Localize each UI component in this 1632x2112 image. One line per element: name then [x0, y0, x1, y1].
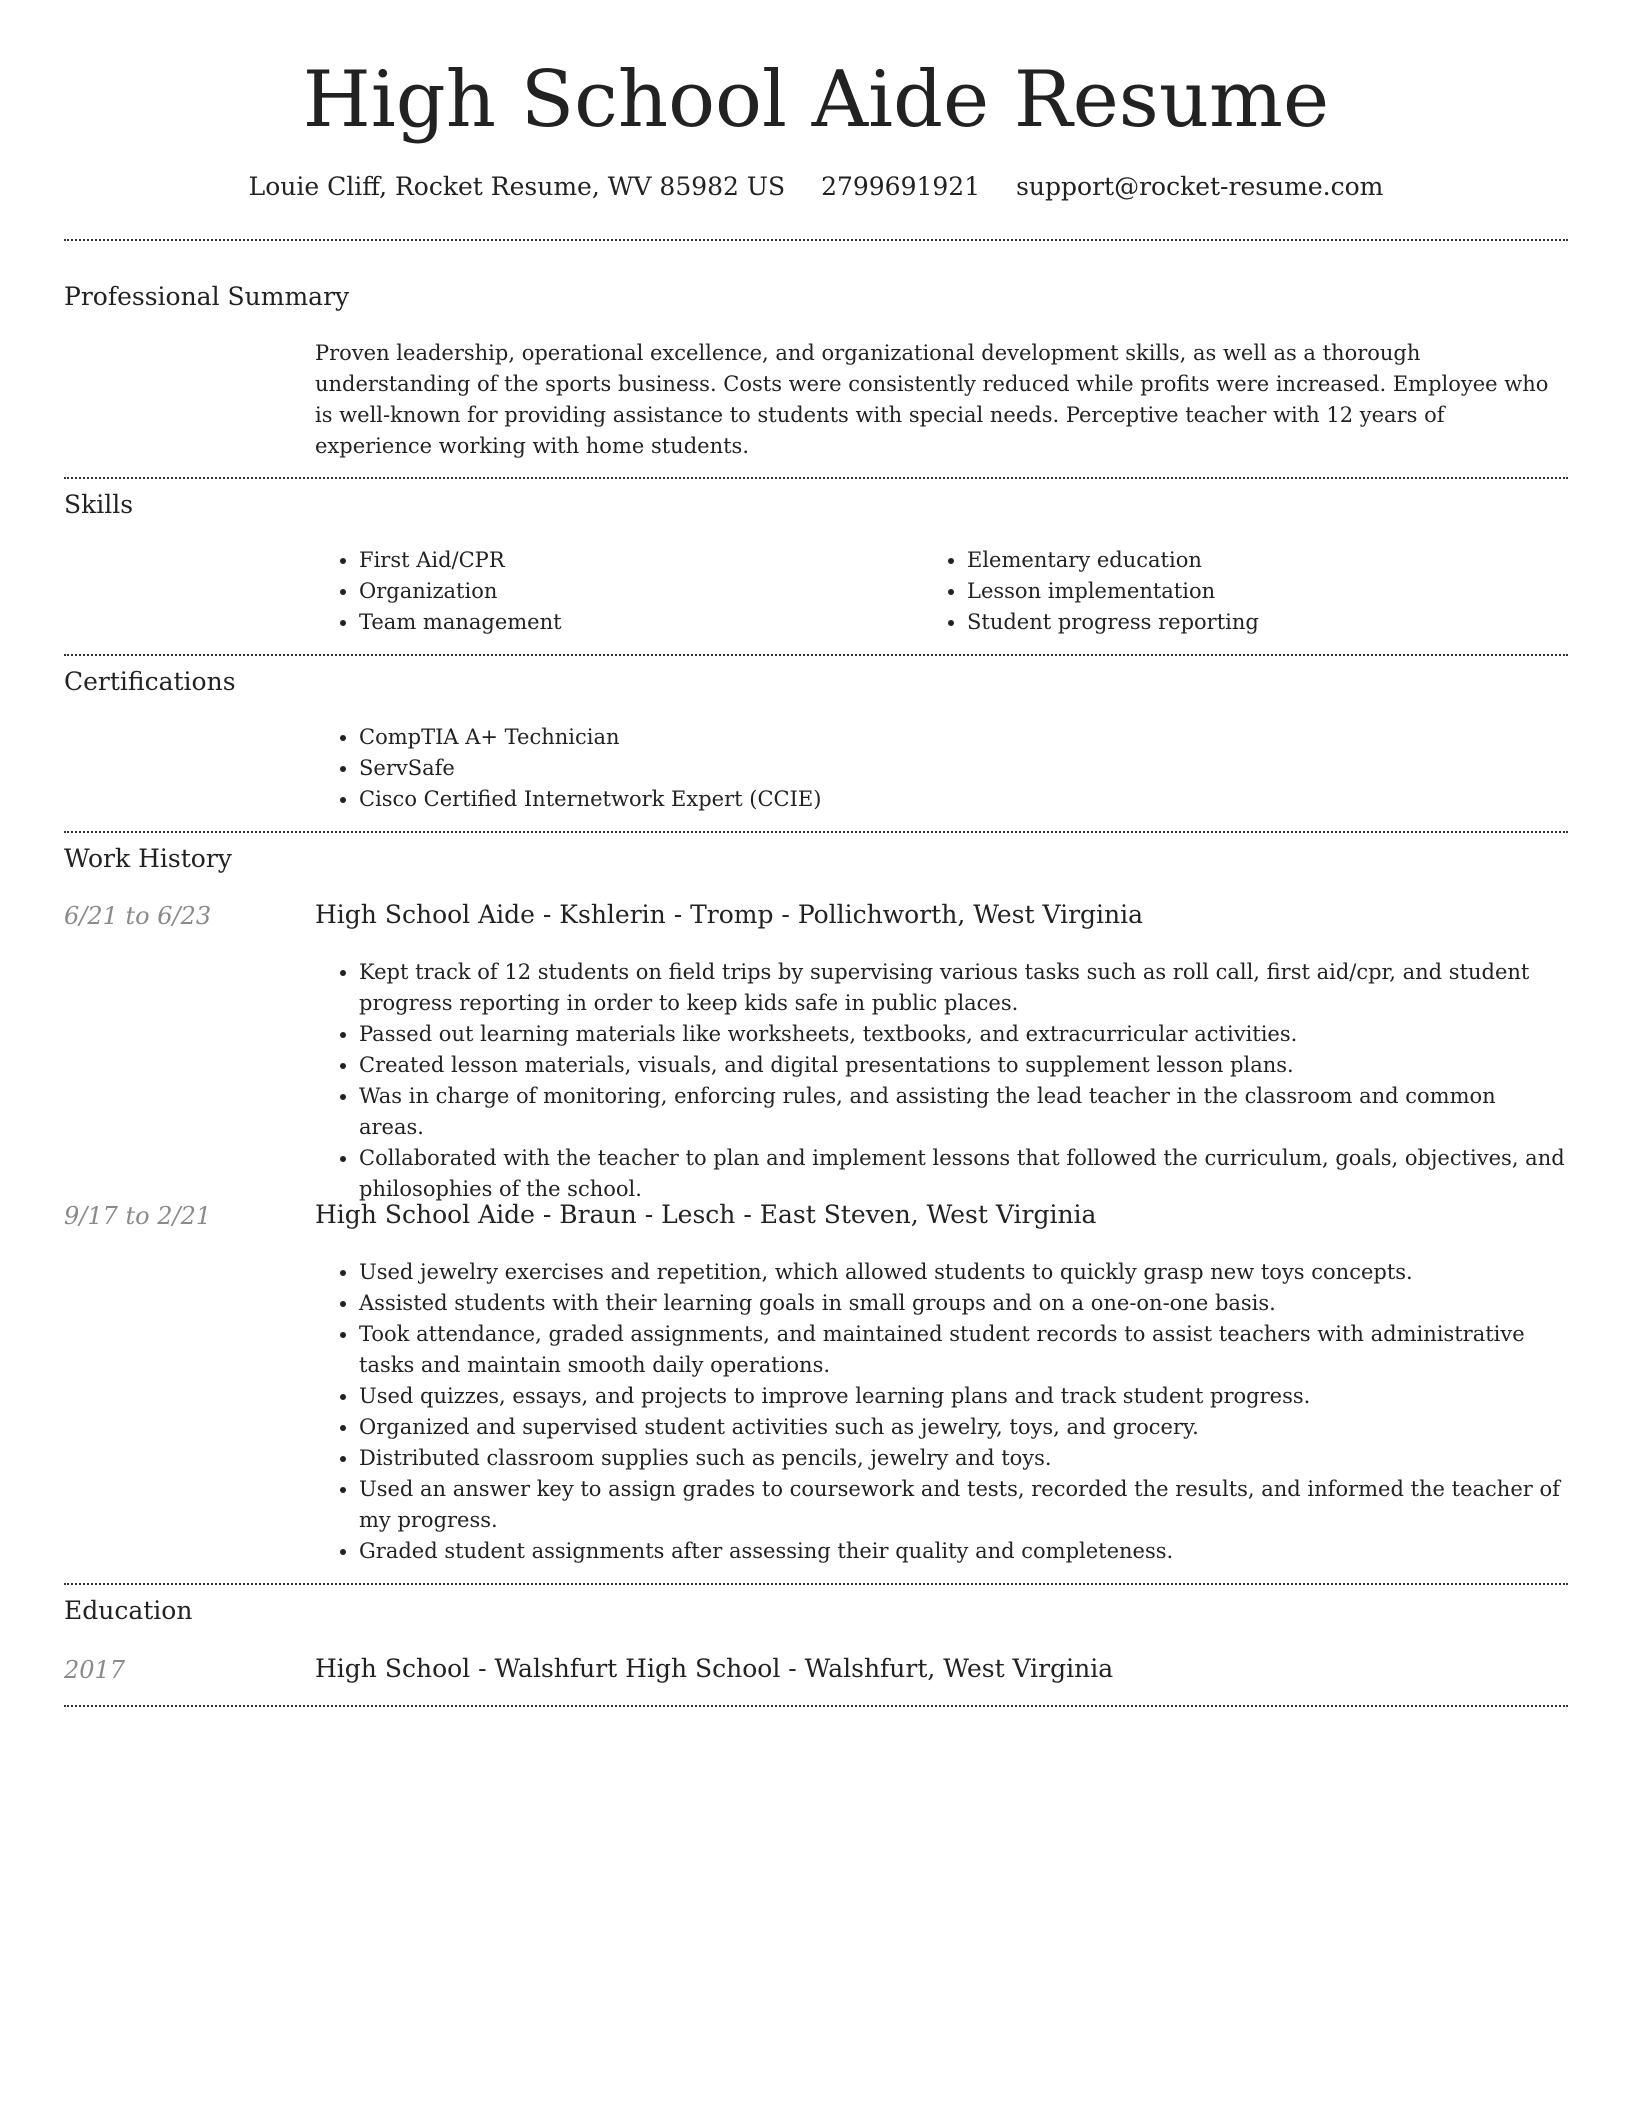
education-year: 2017 — [64, 1656, 126, 1684]
certification-item: • ServSafe — [359, 753, 1567, 784]
summary-heading: Professional Summary — [64, 282, 350, 311]
divider — [64, 477, 1568, 479]
certification-item: • Cisco Certified Internetwork Expert (CCIE) — [359, 784, 1567, 815]
job-duties — [315, 957, 1567, 1205]
divider — [64, 1583, 1568, 1585]
job-duty-item: • Assisted students with their learning goals in small groups and on a one-on-one basis. — [359, 1288, 1567, 1319]
job-title: High School Aide - Braun - Lesch - East Steven, West Virginia — [315, 1200, 1097, 1229]
skill-item: • Lesson implementation — [967, 576, 1523, 607]
contact-address: Louie Cliff, Rocket Resume, WV 85982 US — [248, 172, 786, 201]
job-duty-item: • Passed out learning materials like worksheets, textbooks, and extracurricular activities. — [359, 1019, 1567, 1050]
skill-item: • Elementary education — [967, 545, 1523, 576]
skill-item: • Team management — [359, 607, 915, 638]
certifications-list — [315, 722, 1567, 815]
contact-phone: 2799691921 — [821, 172, 981, 201]
job-duty-item: • Graded student assignments after assessing their quality and completeness. — [359, 1536, 1567, 1567]
contact-email[interactable]: support@rocket-resume.com — [1016, 172, 1384, 201]
skills-left-column — [315, 545, 915, 638]
job-duty-item: • Organized and supervised student activities such as jewelry, toys, and grocery. — [359, 1412, 1567, 1443]
divider — [64, 1705, 1568, 1707]
job-duty-item: • Kept track of 12 students on field trips by supervising various tasks such as roll call, first aid/cpr, and student progress reporting in order to keep kids safe in public places. — [359, 957, 1567, 1019]
job-duty-item: • Was in charge of monitoring, enforcing rules, and assisting the lead teacher in the classroom and common areas. — [359, 1081, 1567, 1143]
job-duties — [315, 1257, 1567, 1567]
work-history-heading: Work History — [64, 844, 232, 873]
skill-item: • Organization — [359, 576, 915, 607]
job-title: High School Aide - Kshlerin - Tromp - Pollichworth, West Virginia — [315, 900, 1144, 929]
skill-item: • First Aid/CPR — [359, 545, 915, 576]
job-dates: 9/17 to 2/21 — [64, 1202, 212, 1230]
certifications-heading: Certifications — [64, 667, 236, 696]
contact-line — [0, 170, 1632, 204]
job-duty-item: • Used jewelry exercises and repetition, which allowed students to quickly grasp new toys concepts. — [359, 1257, 1567, 1288]
skill-item: • Student progress reporting — [967, 607, 1523, 638]
job-dates: 6/21 to 6/23 — [64, 902, 212, 930]
job-duty-item: • Collaborated with the teacher to plan and implement lessons that followed the curriculum, goals, objectives, and philosophies of the school. — [359, 1143, 1567, 1205]
job-duty-item: • Distributed classroom supplies such as pencils, jewelry and toys. — [359, 1443, 1567, 1474]
divider — [64, 239, 1568, 241]
education-heading: Education — [64, 1596, 193, 1625]
skills-heading: Skills — [64, 490, 134, 519]
job-duty-item: • Created lesson materials, visuals, and digital presentations to supplement lesson plans. — [359, 1050, 1567, 1081]
divider — [64, 831, 1568, 833]
job-duty-item: • Used quizzes, essays, and projects to improve learning plans and track student progress. — [359, 1381, 1567, 1412]
summary-text: Proven leadership, operational excellence, and organizational development skills, as well as a thorough understanding of the sports business. Costs were consistently reduced while profits were increased. Employee who is well-known for providing assistance to students with special needs. Perceptive teacher with 12 years of experience working with home students. — [315, 341, 1549, 458]
job-duty-item: • Used an answer key to assign grades to coursework and tests, recorded the results, and informed the teacher of my progress. — [359, 1474, 1567, 1536]
job-duty-item: • Took attendance, graded assignments, and maintained student records to assist teachers with administrative tasks and maintain smooth daily operations. — [359, 1319, 1567, 1381]
divider — [64, 654, 1568, 656]
skills-right-column — [923, 545, 1523, 638]
resume-title: High School Aide Resume — [302, 55, 1330, 145]
certification-item: • CompTIA A+ Technician — [359, 722, 1567, 753]
education-title: High School - Walshfurt High School - Walshfurt, West Virginia — [315, 1654, 1114, 1683]
